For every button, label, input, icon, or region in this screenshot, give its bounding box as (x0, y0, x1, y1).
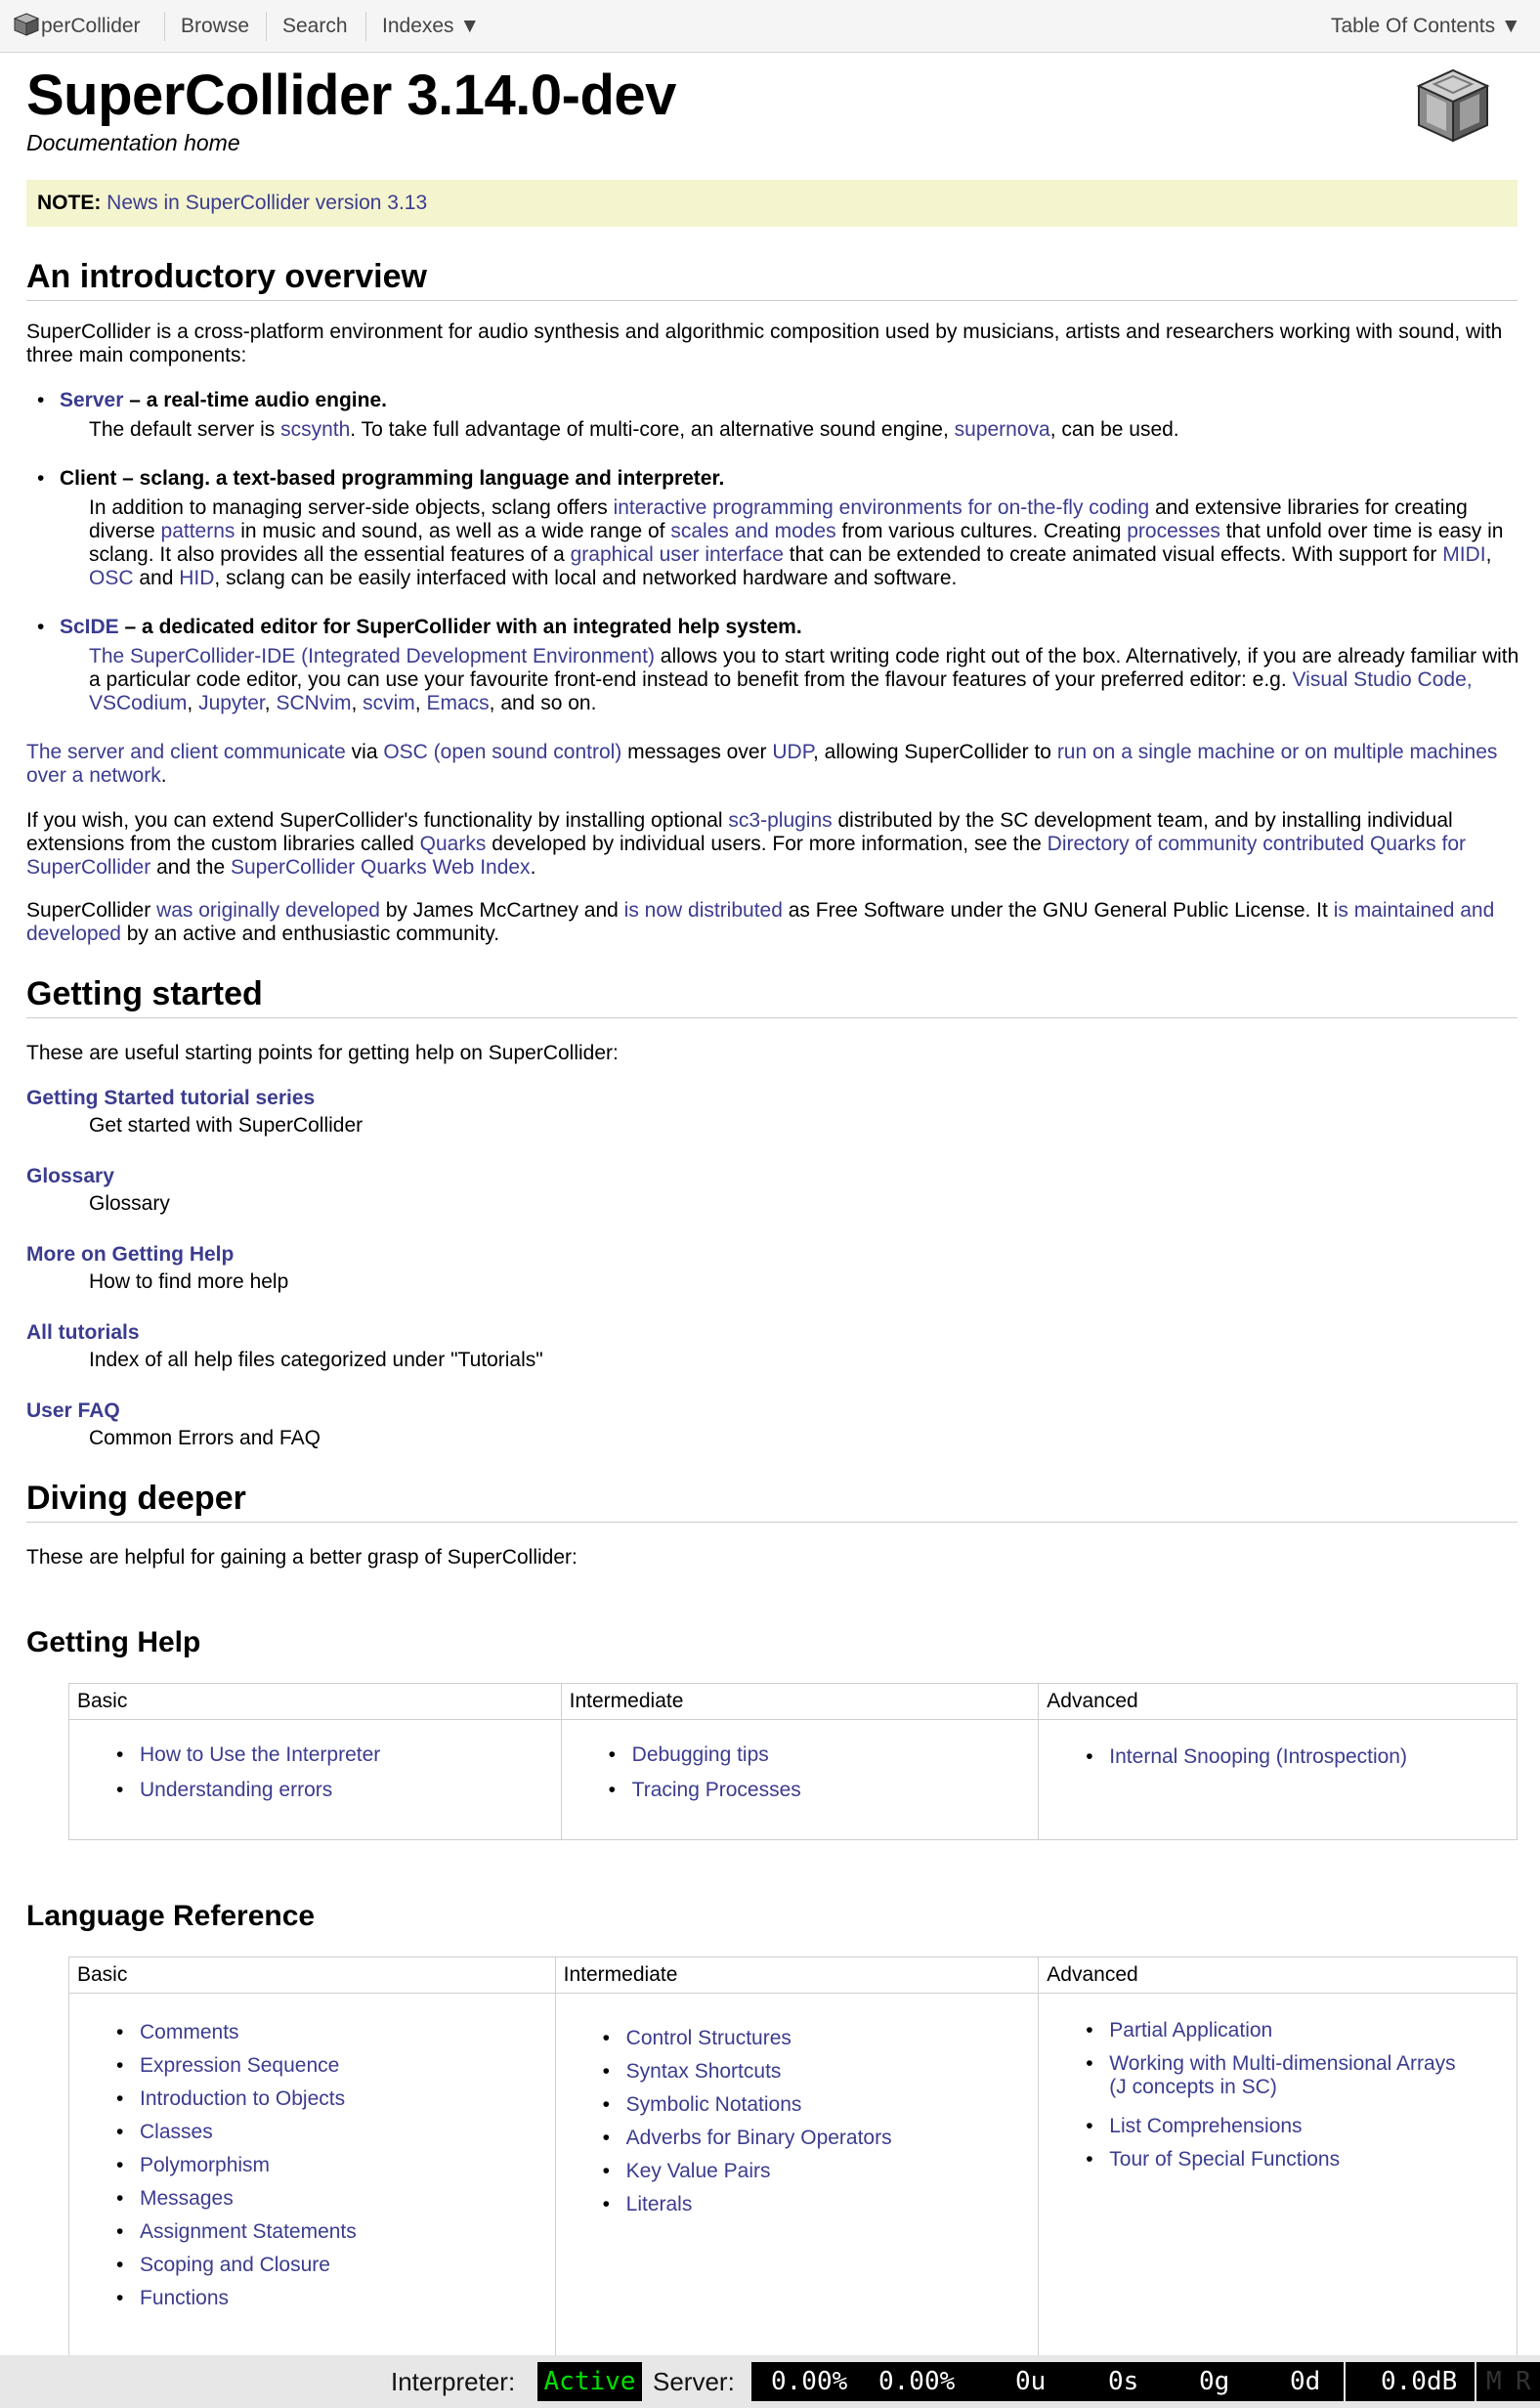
list-item (69, 2220, 555, 2244)
polymorphism-link[interactable]: Polymorphism (140, 2154, 271, 2176)
introduction-to-objects-link[interactable]: Introduction to Objects (140, 2087, 346, 2110)
list-item (69, 2154, 555, 2177)
messages-link[interactable]: Messages (140, 2187, 234, 2210)
doc-menubar (0, 0, 1540, 53)
tracing-processes-link[interactable]: Tracing Processes (631, 1779, 801, 1801)
interpreter-label: Interpreter: (391, 2367, 516, 2396)
bullet: • (37, 389, 45, 411)
osc-link[interactable]: OSC (89, 567, 134, 589)
patterns-link[interactable]: patterns (160, 520, 235, 542)
literals-link[interactable]: Literals (625, 2193, 693, 2215)
list-item (69, 2087, 555, 2111)
assignment-statements-link[interactable]: Assignment Statements (140, 2220, 357, 2243)
sc3-plugins-link[interactable]: sc3-plugins (728, 809, 833, 832)
home-link[interactable] (14, 0, 141, 53)
diving-deeper-intro: These are helpful for gaining a better grasp of SuperCollider: (26, 1546, 578, 1569)
all-tutorials-link[interactable]: All tutorials (26, 1321, 140, 1344)
language-basic-list (69, 2021, 555, 2310)
list-item (1039, 2148, 1517, 2172)
version-note (26, 180, 1518, 227)
interactive-programming-link[interactable]: interactive programming environments for on-the-fly coding (613, 496, 1150, 519)
list-item (1039, 2052, 1517, 2099)
column-header-advanced: Advanced (1039, 1684, 1518, 1720)
getting-started-tutorial-link[interactable]: Getting Started tutorial series (26, 1087, 316, 1109)
osc-protocol-link[interactable]: OSC (open sound control) (383, 741, 622, 763)
server-item-label: Server – a real-time audio engine. (60, 389, 387, 411)
user-faq-link[interactable]: User FAQ (26, 1399, 120, 1422)
note-label: NOTE: (37, 192, 102, 214)
column-header-intermediate: Intermediate (555, 1957, 1039, 1994)
jupyter-link[interactable]: Jupyter (198, 692, 265, 714)
list-item (556, 2193, 1039, 2216)
glossary-link[interactable]: Glossary (26, 1165, 114, 1187)
link-description: How to find more help (89, 1270, 289, 1293)
server-label: Server: (653, 2367, 735, 2396)
list-item (69, 1743, 561, 1767)
getting-help-advanced-list (1039, 1745, 1517, 1769)
expression-sequence-link[interactable]: Expression Sequence (140, 2054, 340, 2077)
multi-dimensional-arrays-link[interactable]: Working with Multi-dimensional Arrays (J concepts in SC) (1109, 2052, 1456, 2098)
quarks-web-index-link[interactable]: SuperCollider Quarks Web Index (230, 856, 531, 879)
link-description: Index of all help files categorized under "Tutorials" (89, 1349, 543, 1371)
client-server-link[interactable]: The server and client communicate (26, 741, 346, 763)
bullet: • (37, 467, 45, 490)
emacs-link[interactable]: Emacs (426, 692, 490, 714)
column-header-intermediate: Intermediate (561, 1684, 1039, 1720)
comments-link[interactable]: Comments (140, 2021, 239, 2043)
getting-help-heading: Getting Help (26, 1626, 201, 1658)
list-item (562, 1779, 1039, 1802)
syntax-shortcuts-link[interactable]: Syntax Shortcuts (625, 2060, 782, 2083)
column-header-basic: Basic (69, 1957, 556, 1994)
list-item (69, 2021, 555, 2044)
license-paragraph: SuperCollider was originally developed by James McCartney and is now distributed as Free Software under the GNU General Public License. It is maintained and developed by an active and enthusiastic community. (26, 899, 1495, 945)
client-item-label: Client – sclang. a text-based programming language and interpreter. (60, 467, 725, 490)
page-subtitle: Documentation home (26, 130, 240, 155)
adverbs-link[interactable]: Adverbs for Binary Operators (625, 2127, 892, 2149)
getting-help-table (68, 1683, 1518, 1840)
overview-intro: SuperCollider is a cross-platform environment for audio synthesis and algorithmic composition used by musicians, artists and researchers working with sound, with three main components: (26, 321, 1503, 366)
scide-description: The SuperCollider-IDE (Integrated Development Environment) allows you to start writing code right out of the box. Alternatively, if you are already familiar with a particular code editor, you can use your favourite front-end instead to benefit from the flavour features of your preferred editor: e.g. Visual Studio Code, VSCodium, Jupyter, SCNvim, scvim, Emacs, and so on. (89, 645, 1519, 714)
list-item (69, 1779, 561, 1802)
getting-help-intermediate-list (562, 1743, 1039, 1802)
internal-snooping-link[interactable]: Internal Snooping (Introspection) (1109, 1745, 1407, 1768)
list-item (69, 2121, 555, 2144)
list-item (1039, 1745, 1517, 1769)
avg-cpu: 0.00% (771, 2367, 848, 2396)
diving-deeper-heading: Diving deeper (26, 1480, 1518, 1523)
functions-link[interactable]: Functions (140, 2287, 230, 2309)
column-header-advanced: Advanced (1039, 1957, 1518, 1994)
page-title: SuperCollider 3.14.0-dev (26, 64, 676, 127)
synth-count: 0s (1108, 2367, 1139, 2396)
record-button[interactable]: R (1516, 2367, 1531, 2396)
scide-ide-link[interactable]: The SuperCollider-IDE (Integrated Development Environment) (89, 645, 655, 667)
list-item (562, 1743, 1039, 1767)
license-link[interactable]: is now distributed (623, 899, 783, 922)
list-item (556, 2027, 1039, 2050)
supernova-link[interactable]: supernova (954, 418, 1050, 441)
list-item (1039, 2115, 1517, 2138)
tour-of-special-functions-link[interactable]: Tour of Special Functions (1109, 2148, 1341, 2171)
language-reference-table (68, 1956, 1518, 2366)
list-comprehensions-link[interactable]: List Comprehensions (1109, 2115, 1303, 2137)
network-link[interactable]: run on a single machine or on multiple machines over a network (26, 741, 1498, 787)
symbolic-notations-link[interactable]: Symbolic Notations (625, 2093, 802, 2116)
understanding-errors-link[interactable]: Understanding errors (140, 1779, 333, 1801)
udp-link[interactable]: UDP (772, 741, 814, 763)
bullet: • (37, 616, 45, 638)
how-to-use-interpreter-link[interactable]: How to Use the Interpreter (140, 1743, 381, 1766)
gui-link[interactable]: graphical user interface (570, 543, 784, 566)
table-of-contents-menu[interactable]: Table Of Contents ▼ (1331, 15, 1521, 37)
list-item (556, 2160, 1039, 2183)
language-advanced-list (1039, 2019, 1517, 2172)
community-link[interactable]: is maintained and developed (26, 899, 1495, 945)
browse-link[interactable]: Browse (181, 15, 250, 37)
language-reference-heading: Language Reference (26, 1900, 316, 1932)
supercollider-logo-icon (1415, 66, 1491, 145)
list-item (69, 2054, 555, 2078)
group-count: 0g (1199, 2367, 1230, 2396)
list-item (69, 2254, 555, 2277)
interpreter-status[interactable]: Active (537, 2362, 642, 2401)
quarks-directory-link[interactable]: Directory of community contributed Quarks for SuperCollider (26, 833, 1466, 879)
list-item (69, 2187, 555, 2211)
getting-started-intro: These are useful starting points for getting help on SuperCollider: (26, 1042, 619, 1064)
volume-level[interactable]: 0.0dB (1381, 2367, 1458, 2396)
column-header-basic: Basic (69, 1684, 562, 1720)
indexes-menu[interactable]: Indexes ▼ (382, 15, 481, 37)
debugging-tips-link[interactable]: Debugging tips (631, 1743, 769, 1766)
peak-cpu: 0.00% (878, 2367, 956, 2396)
list-item (556, 2127, 1039, 2150)
link-description: Common Errors and FAQ (89, 1427, 321, 1449)
processes-link[interactable]: processes (1127, 520, 1220, 542)
getting-started-heading: Getting started (26, 975, 1518, 1018)
synthdef-count: 0d (1290, 2367, 1321, 2396)
scide-link[interactable]: ScIDE (60, 616, 119, 638)
scsynth-link[interactable]: scsynth (280, 418, 351, 441)
hid-link[interactable]: HID (179, 567, 215, 589)
news-link[interactable]: News in SuperCollider version 3.13 (107, 192, 428, 214)
search-link[interactable]: Search (282, 15, 348, 37)
link-description: Get started with SuperCollider (89, 1114, 364, 1137)
overview-heading: An introductory overview (26, 258, 1518, 301)
key-value-pairs-link[interactable]: Key Value Pairs (625, 2160, 771, 2182)
client-description: In addition to managing server-side objects, sclang offers interactive programming environments for on-the-fly coding and extensive libraries for creating diverse patterns in music and sound, as well as a wide range of scales and modes from various cultures. Creating processes that unfold over time is easy in sclang. It also provides all the essential features of a graphical user interface that can be extended to create animated visual effects. With support for MIDI, OSC and HID, sclang can be easily interfaced with local and networked hardware and software. (89, 496, 1504, 589)
partial-application-link[interactable]: Partial Application (1109, 2019, 1273, 2042)
list-item (1039, 2019, 1517, 2042)
scide-item-label: ScIDE – a dedicated editor for SuperCollider with an integrated help system. (60, 616, 802, 638)
history-link[interactable]: was originally developed (156, 899, 380, 922)
more-on-getting-help-link[interactable]: More on Getting Help (26, 1243, 235, 1266)
home-link-label: perCollider (41, 15, 141, 37)
server-link[interactable]: Server (60, 389, 124, 411)
quarks-link[interactable]: Quarks (419, 833, 487, 855)
midi-link[interactable]: MIDI (1442, 543, 1486, 566)
scoping-and-closure-link[interactable]: Scoping and Closure (140, 2254, 330, 2276)
list-item (69, 2287, 555, 2310)
extend-paragraph: If you wish, you can extend SuperCollider's functionality by installing optional sc3-plugins distributed by the SC development team, and by installing individual extensions from the custom libraries called Quarks developed by individual users. For more information, see the Directory of community contributed Quarks for SuperCollider and the SuperCollider Quarks Web Index. (26, 809, 1466, 879)
server-description: The default server is scsynth. To take full advantage of multi-core, an alternative sound engine, supernova, can be used. (89, 418, 1179, 441)
scales-link[interactable]: scales and modes (670, 520, 836, 542)
status-bar (0, 2355, 1540, 2408)
server-status[interactable] (751, 2362, 1540, 2401)
mute-button[interactable]: M (1486, 2367, 1502, 2396)
control-structures-link[interactable]: Control Structures (625, 2027, 791, 2049)
scnvim-link[interactable]: SCNvim (276, 692, 352, 714)
link-description: Glossary (89, 1192, 170, 1215)
list-item (556, 2093, 1039, 2117)
getting-help-basic-list (69, 1743, 561, 1802)
classes-link[interactable]: Classes (140, 2121, 213, 2143)
communication-paragraph: The server and client communicate via OSC (open sound control) messages over UDP, allowing SuperCollider to run on a single machine or on multiple machines over a network. (26, 741, 1498, 787)
list-item (556, 2060, 1039, 2084)
scvim-link[interactable]: scvim (363, 692, 415, 714)
ugen-count: 0u (1015, 2367, 1047, 2396)
language-intermediate-list (556, 2027, 1039, 2216)
supercollider-cube-icon (14, 13, 39, 36)
vscode-link[interactable]: Visual Studio Code, VSCodium (89, 668, 1473, 714)
